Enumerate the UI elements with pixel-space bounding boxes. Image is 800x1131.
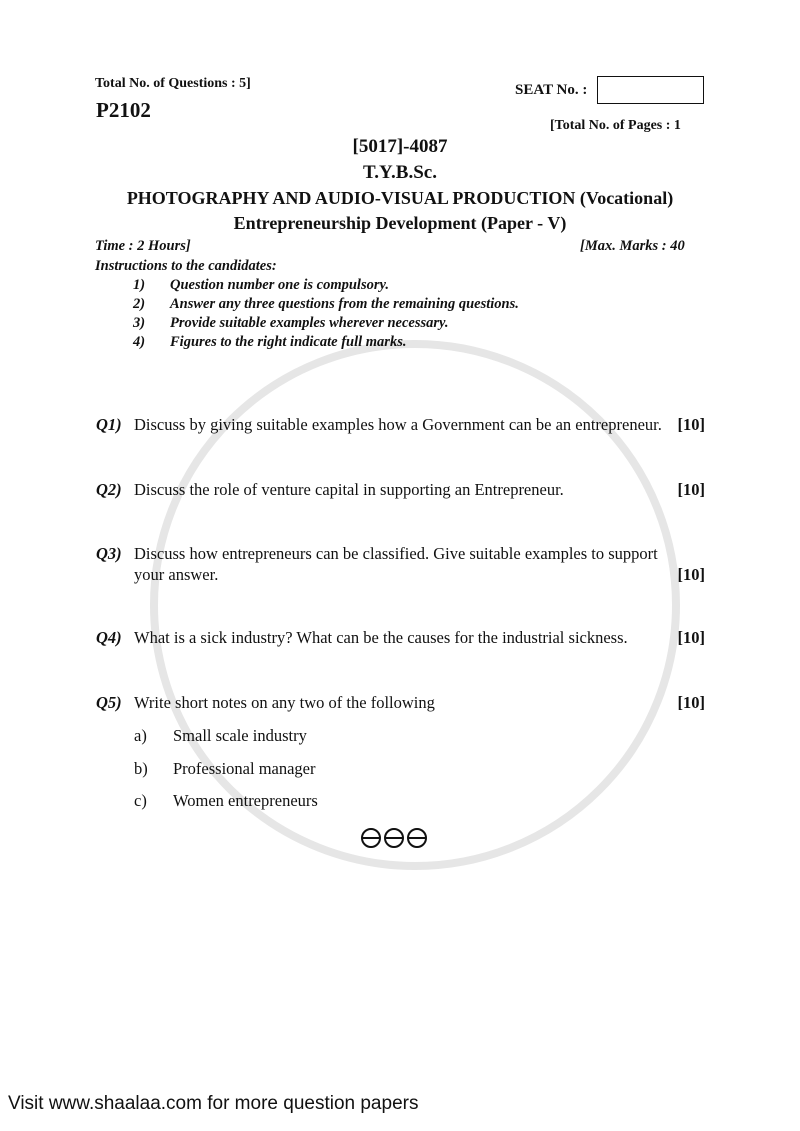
sub-item-text: Women entrepreneurs <box>173 791 318 810</box>
time: Time : 2 Hours] <box>95 238 191 254</box>
sub-item-letter: c) <box>134 791 147 810</box>
instruction-number: 3) <box>133 315 146 331</box>
sub-item-letter: b) <box>134 759 148 778</box>
sub-item <box>96 758 705 779</box>
question-marks: [10] <box>677 415 705 434</box>
sub-item <box>96 790 705 811</box>
end-of-paper-symbol <box>361 828 430 853</box>
question-marks: [10] <box>677 628 705 647</box>
exam-code: [5017]-4087 <box>352 136 448 157</box>
question-number: Q1) <box>96 415 122 434</box>
instruction-text: Question number one is compulsory. <box>170 277 390 293</box>
subject: PHOTOGRAPHY AND AUDIO-VISUAL PRODUCTION (Vocational) <box>126 188 674 208</box>
question-text: Discuss how entrepreneurs can be classified. Give suitable examples to support <box>134 544 658 563</box>
course: T.Y.B.Sc. <box>363 162 437 183</box>
instruction-text: Figures to the right indicate full marks. <box>170 334 407 350</box>
sub-item-text: Professional manager <box>173 759 316 778</box>
question-text: Discuss by giving suitable examples how a Government can be an entrepreneur. <box>134 415 662 434</box>
sub-item-letter: a) <box>134 726 147 745</box>
question-text-continued: your answer. <box>134 565 219 584</box>
seat-number-box[interactable] <box>597 76 704 104</box>
instruction-text: Provide suitable examples wherever necessary. <box>170 315 449 331</box>
sub-item-text: Small scale industry <box>173 726 307 745</box>
instruction-text: Answer any three questions from the remaining questions. <box>170 296 519 312</box>
question-row <box>96 692 705 713</box>
question-row <box>96 543 705 585</box>
question-text: Discuss the role of venture capital in supporting an Entrepreneur. <box>134 480 564 499</box>
paper-title: Entrepreneurship Development (Paper - V) <box>233 213 567 233</box>
paper-code: P2102 <box>96 98 151 122</box>
question-text: Write short notes on any two of the following <box>134 693 435 712</box>
question-marks: [10] <box>677 480 705 499</box>
instruction-number: 4) <box>133 334 146 350</box>
question-marks: [10] <box>677 565 705 584</box>
seat-label: SEAT No. : <box>515 82 588 98</box>
question-number: Q4) <box>96 628 122 647</box>
max-marks: [Max. Marks : 40 <box>580 238 685 254</box>
sub-item <box>96 725 705 746</box>
question-number: Q2) <box>96 480 122 499</box>
question-number: Q3) <box>96 544 122 563</box>
total-questions: Total No. of Questions : 5] <box>95 76 251 91</box>
instruction-number: 2) <box>133 296 146 312</box>
question-row <box>96 627 705 648</box>
instructions-title: Instructions to the candidates: <box>95 258 277 274</box>
question-row <box>96 479 705 500</box>
instruction-number: 1) <box>133 277 146 293</box>
footer-text: Visit www.shaalaa.com for more question papers <box>8 1093 419 1114</box>
question-text: What is a sick industry? What can be the causes for the industrial sickness. <box>134 628 628 647</box>
total-pages: [Total No. of Pages : 1 <box>550 118 681 133</box>
question-number: Q5) <box>96 693 122 712</box>
question-marks: [10] <box>677 693 705 712</box>
question-row <box>96 414 705 435</box>
